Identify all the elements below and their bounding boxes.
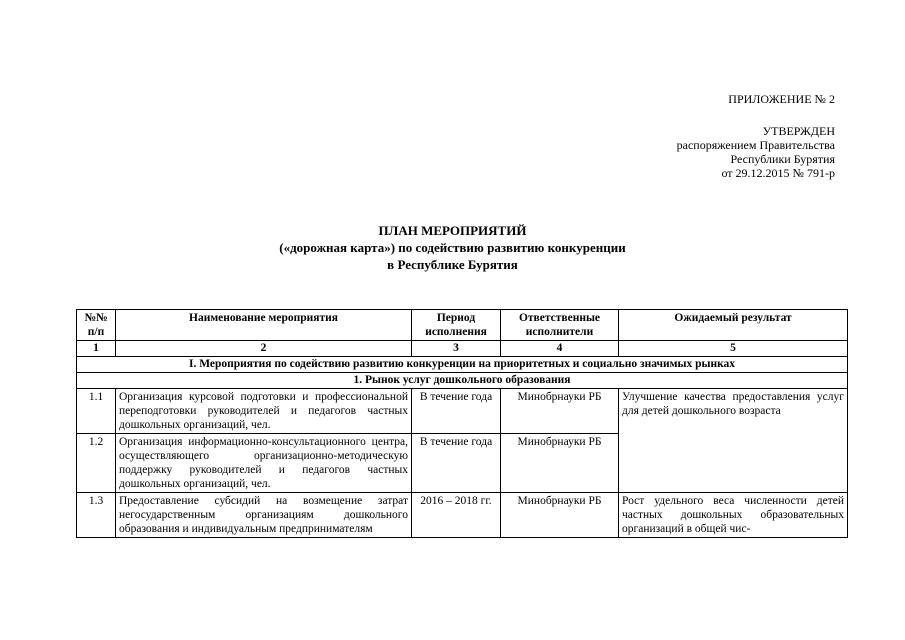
row-name: Организация информационно-консультационного центра, осуществляющего организационно-методическую поддержку руководителей и педагогов частных дошкольных организаций, чел. [116,434,412,493]
column-number: 5 [619,341,848,357]
row-responsible: Минобрнауки РБ [501,493,619,538]
subsection-title: 1. Рынок услуг дошкольного образования [77,373,848,389]
approval-block [677,124,835,180]
table-row [77,493,848,538]
column-header-num: №№ п/п [77,310,116,341]
row-name: Предоставление субсидий на возмещение затрат негосударственным организациям дошкольного образования и индивидуальным предпринимателям [116,493,412,538]
document-title [0,222,905,273]
approval-title: УТВЕРЖДЕН [762,124,835,138]
column-number: 2 [116,341,412,357]
row-responsible: Минобрнауки РБ [501,389,619,434]
title-line: («дорожная карта») по содействию развитию конкуренции [279,240,626,255]
section-row [77,357,848,373]
row-period: В течение года [412,389,501,434]
approval-line: Республики Бурятия [730,152,835,166]
row-result: Улучшение качества предоставления услуг для детей дошкольного возраста [619,389,848,493]
row-name: Организация курсовой подготовки и профессиональной переподготовки руководителей и педагогов частных дошкольных организаций, чел. [116,389,412,434]
column-number-row [77,341,848,357]
row-result: Рост удельного веса численности детей частных дошкольных образовательных организаций в общей чис- [619,493,848,538]
column-number: 1 [77,341,116,357]
row-number: 1.2 [77,434,116,493]
title-line: ПЛАН МЕРОПРИЯТИЙ [378,223,527,238]
title-line: в Республике Бурятия [387,257,518,272]
row-responsible: Минобрнауки РБ [501,434,619,493]
plan-table [76,309,848,538]
column-number: 3 [412,341,501,357]
column-header-responsible: Ответственные исполнители [501,310,619,341]
column-header-result: Ожидаемый результат [619,310,848,341]
approval-line: распоряжением Правительства [676,138,835,152]
table-row [77,389,848,434]
column-number: 4 [501,341,619,357]
table-header-row [77,310,848,341]
column-header-name: Наименование мероприятия [116,310,412,341]
row-period: В течение года [412,434,501,493]
subsection-row [77,373,848,389]
approval-date: от 29.12.2015 № 791-р [721,166,835,180]
row-number: 1.3 [77,493,116,538]
section-title: I. Мероприятия по содействию развитию конкуренции на приоритетных и социально значимых рынках [77,357,848,373]
appendix-label: ПРИЛОЖЕНИЕ № 2 [728,92,835,106]
column-header-period: Период исполнения [412,310,501,341]
row-number: 1.1 [77,389,116,434]
row-period: 2016 – 2018 гг. [412,493,501,538]
